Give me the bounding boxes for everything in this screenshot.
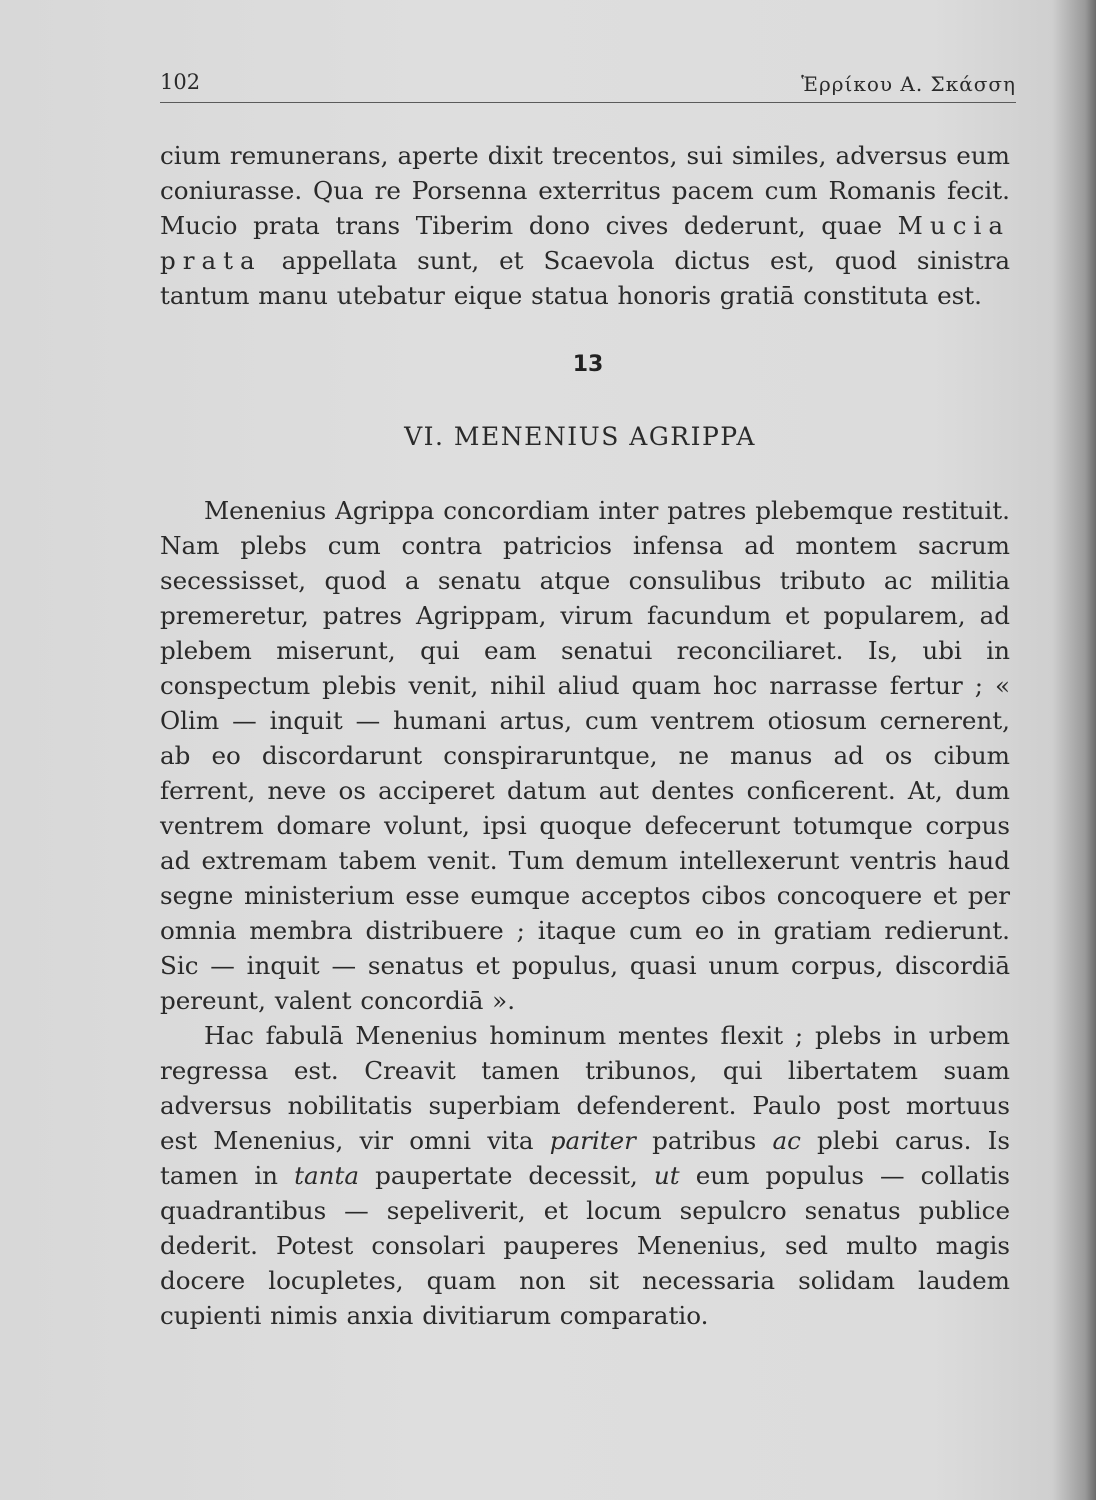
paragraph-2-italic-4: ut — [653, 1161, 680, 1190]
chapter-title: VI. MENENIUS AGRIPPA — [404, 422, 756, 451]
top-paragraph-block — [160, 138, 1010, 313]
paragraph-2-text-3: plebi carus. Is tamen in — [160, 1126, 1010, 1190]
paragraph-2-text-4: paupertate decessit, — [359, 1161, 654, 1190]
top-paragraph-text-2: appellata sunt, et Scaevola dictus est, quod sinistra tantum manu utebatur eique statua honoris gratiā constituta est. — [160, 246, 1010, 310]
section-number: 13 — [572, 352, 604, 377]
paragraph-2-text-1: Hac fabulā Menenius hominum mentes flexit ; plebs in urbem regressa est. Creavit tamen tribunos, qui libertatem suam adversus nobilitatis superbiam defenderent. Paulo post mortuus est Menenius, vir omni vita — [160, 1021, 1010, 1155]
paragraph-2-italic-3: tanta — [294, 1161, 360, 1190]
running-title: Ἑρρίκου Α. Σκάσση — [801, 72, 1016, 96]
page-number: 102 — [160, 70, 201, 94]
top-paragraph-text-1: cium remunerans, aperte dixit trecentos, sui similes, adversus eum coniurasse. Qua re Porsenna exterritus pacem cum Romanis fecit. Mucio prata trans Tiberim dono cives dederunt, quae — [160, 141, 1010, 240]
paragraph-2-italic-1: pariter — [549, 1126, 636, 1155]
top-paragraph — [160, 138, 1010, 313]
chapter-body — [160, 493, 1010, 1333]
paragraph-1: Menenius Agrippa concordiam inter patres plebemque restituit. Nam plebs cum contra patricios infensa ad montem sacrum secessisset, quod a senatu atque consulibus tributo ac militia premeretur, patres Agrippam, virum facundum et popularem, ad plebem miserunt, qui eam senatui reconciliaret. Is, ubi in conspectum plebis venit, nihil aliud quam hoc narrasse fertur ; « Olim — inquit — humani artus, cum ventrem otiosum cernerent, ab eo discordarunt conspiraruntque, ne manus ad os cibum ferrent, neve os acciperet datum aut dentes conficerent. At, dum ventrem domare volunt, ipsi quoque defecerunt totumque corpus ad extremam tabem venit. Tum demum intellexerunt ventris haud segne ministerium esse eumque acceptos cibos concoquere et per omnia membra distribuere ; itaque cum eo in gratiam redierunt. Sic — inquit — senatus et populus, quasi unum corpus, discordiā pereunt, valent concordiā ». — [160, 496, 1010, 1015]
paragraph-2-italic-2: ac — [772, 1126, 801, 1155]
paragraph-2-text-2: patribus — [635, 1126, 773, 1155]
running-head — [160, 70, 1016, 103]
paragraph-2-text-5: eum populus — collatis quadrantibus — sepeliverit, et locum sepulcro senatus publice dederit. Potest consolari pauperes Menenius, sed multo magis docere locupletes, quam non sit necessaria solidam laudem cupienti nimis anxia divitiarum comparatio. — [160, 1161, 1010, 1330]
paragraph-2 — [160, 1018, 1010, 1333]
top-paragraph-spaced-term: Mucia prata — [160, 211, 1010, 275]
